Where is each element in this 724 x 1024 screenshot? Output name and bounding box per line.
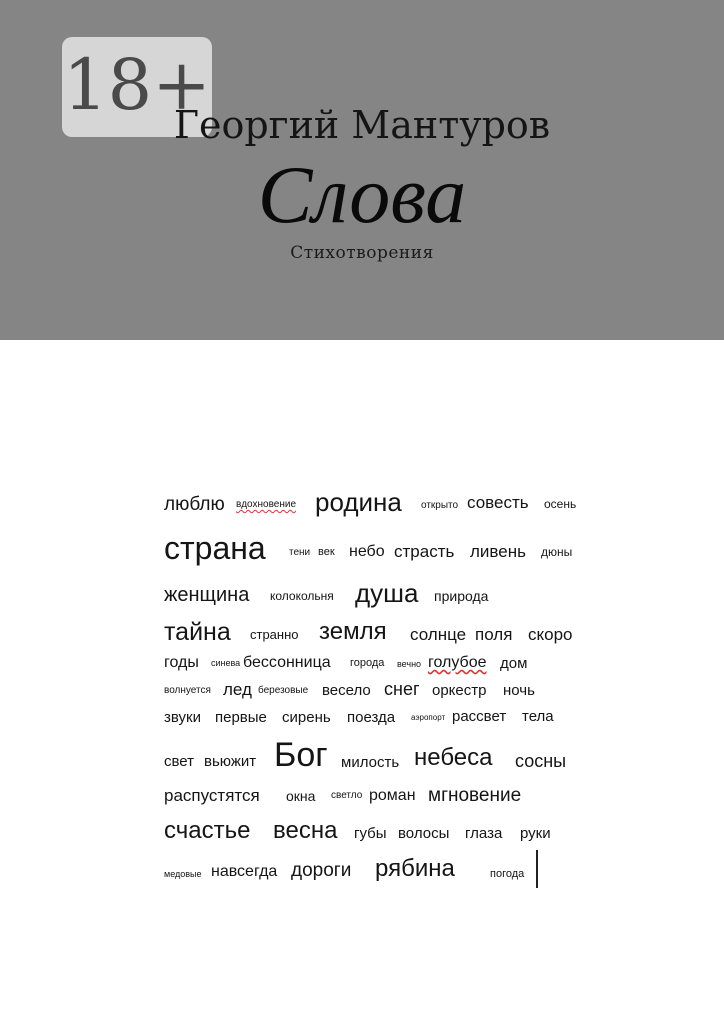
cloud-word: тайна (164, 618, 231, 646)
cloud-word: голубое (428, 654, 487, 671)
cloud-word: странно (250, 627, 299, 642)
cloud-word: лед (223, 680, 252, 699)
cloud-word: сирень (282, 709, 331, 726)
cloud-word: звуки (164, 709, 201, 726)
cloud-word: руки (520, 825, 551, 842)
cloud-word: открыто (421, 500, 459, 511)
age-rating-badge: 18+ (62, 37, 212, 137)
cloud-word: вьюжит (204, 753, 257, 770)
cloud-word: поезда (347, 709, 396, 726)
cloud-word: солнце (410, 625, 467, 644)
cloud-word: дом (500, 655, 528, 672)
cloud-word: небеса (414, 744, 493, 771)
cloud-word: погода (490, 868, 525, 880)
cloud-word: годы (164, 654, 199, 671)
cloud-word: медовые (164, 869, 202, 879)
cloud-word: рябина (375, 855, 455, 882)
book-title: Слова (257, 149, 467, 240)
cloud-word: весна (273, 817, 338, 844)
cloud-word: аэропорт (411, 713, 446, 722)
cloud-word: дюны (541, 545, 573, 559)
cloud-word: земля (319, 618, 387, 645)
cloud-word: тени (289, 547, 311, 558)
cover-header (0, 0, 724, 340)
cloud-word: страна (164, 530, 266, 566)
cloud-word: совесть (467, 493, 529, 512)
cloud-word: вдохновение (236, 499, 296, 510)
cloud-word: ночь (503, 682, 535, 699)
cloud-word: небо (349, 543, 385, 560)
cloud-word: губы (354, 825, 387, 842)
cloud-word: природа (434, 588, 489, 604)
cloud-word: волосы (398, 825, 450, 842)
cloud-word: роман (369, 787, 416, 804)
cloud-word: оркестр (432, 682, 487, 699)
cloud-word: век (318, 546, 335, 558)
cloud-word: первые (215, 709, 267, 726)
cloud-word: рассвет (452, 708, 507, 725)
cloud-word: милость (341, 754, 400, 771)
book-subtitle: Стихотворения (290, 243, 434, 263)
author-name: Георгий Мантуров (173, 103, 551, 147)
cloud-word: свет (164, 753, 195, 770)
cloud-word: родина (315, 487, 402, 517)
cloud-word: глаза (465, 825, 503, 842)
cloud-word: ливень (470, 542, 526, 561)
cloud-word: Бог (274, 736, 328, 774)
cloud-word: окна (286, 788, 316, 804)
cloud-word: города (350, 657, 385, 669)
cloud-word: сосны (515, 751, 567, 771)
cloud-word: дороги (291, 860, 352, 881)
cloud-word: бессонница (243, 654, 331, 671)
cloud-word: осень (544, 497, 577, 511)
text-cursor (536, 850, 538, 888)
cloud-word: колокольня (270, 589, 334, 603)
cloud-word: страсть (394, 542, 455, 561)
cloud-word: люблю (164, 494, 225, 515)
cloud-word: навсегда (211, 863, 278, 880)
cloud-word: весело (322, 682, 371, 699)
cloud-word: березовые (258, 685, 309, 696)
cloud-word: поля (475, 625, 513, 644)
cloud-word: тела (522, 708, 554, 725)
cloud-word: скоро (528, 625, 573, 644)
cloud-word: счастье (164, 817, 251, 844)
cloud-word: распустятся (164, 786, 260, 805)
cloud-word: светло (331, 790, 363, 801)
cloud-word: душа (355, 578, 419, 608)
cloud-word: женщина (164, 584, 250, 606)
cloud-word: волнуется (164, 685, 211, 696)
cloud-word: синева (211, 658, 241, 668)
cloud-word: снег (384, 679, 420, 699)
cloud-word: вечно (397, 659, 422, 669)
cloud-word: мгновение (428, 785, 522, 806)
